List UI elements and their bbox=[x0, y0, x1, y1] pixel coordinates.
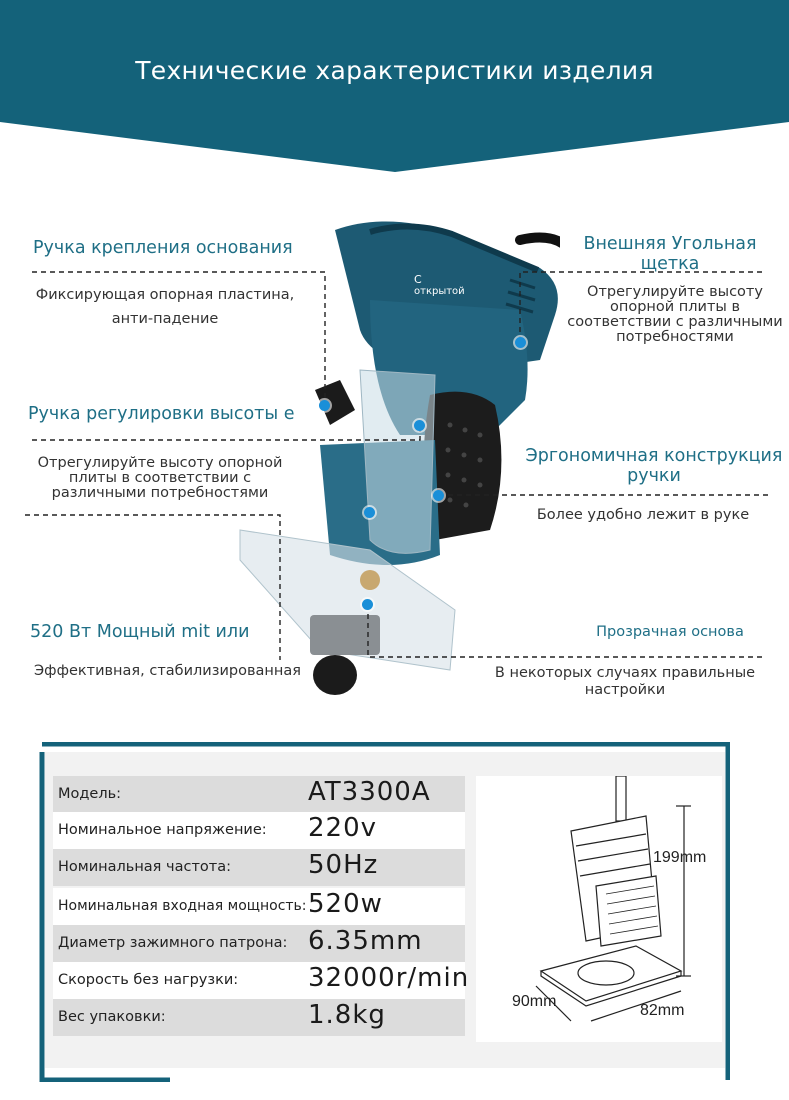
base-handle-desc-2: анти-падение bbox=[111, 311, 219, 327]
carbon-brush-title-2: щетка bbox=[640, 254, 700, 274]
carbon-brush-desc-4: потребностями bbox=[616, 329, 734, 345]
height-knob-desc-3: различными потребностями bbox=[51, 485, 269, 501]
dim-height: 199mm bbox=[653, 849, 707, 866]
carbon-brush-desc-2: опорной плиты в bbox=[609, 299, 741, 315]
spec-label: Диаметр зажимного патрона: bbox=[58, 935, 288, 951]
spec-value: 32000r/min bbox=[308, 963, 470, 993]
transparent-base-desc-1: В некоторых случаях правильные bbox=[494, 665, 756, 681]
carbon-brush-desc-3: соответствии с различными bbox=[567, 314, 783, 330]
power-desc: Эффективная, стабилизированная bbox=[34, 663, 301, 679]
ergonomic-title-1: Эргономичная конструкция bbox=[525, 446, 783, 466]
power-title: 520 Вт Мощный mit или bbox=[30, 622, 250, 642]
carbon-brush-title-1: Внешняя Угольная bbox=[583, 234, 757, 254]
spec-row-chuck bbox=[53, 925, 465, 962]
spec-value: 220v bbox=[308, 813, 378, 843]
height-knob-desc-2: плиты в соответствии с bbox=[68, 470, 252, 486]
spec-row-power bbox=[53, 888, 465, 925]
spec-value: 6.35mm bbox=[308, 926, 423, 956]
spec-label: Вес упаковки: bbox=[58, 1009, 166, 1025]
base-handle-desc-1: Фиксирующая опорная пластина, bbox=[35, 287, 295, 303]
callout-dot bbox=[364, 507, 375, 518]
callout-dot bbox=[515, 337, 526, 348]
height-knob-desc-1: Отрегулируйте высоту опорной bbox=[37, 455, 283, 471]
ergonomic-title-2: ручки bbox=[627, 466, 681, 486]
base-handle-title: Ручка крепления основания bbox=[33, 238, 293, 258]
spec-row-weight bbox=[53, 999, 465, 1036]
spec-value: AT3300A bbox=[308, 777, 431, 807]
open-label: С bbox=[414, 273, 422, 286]
dim-width: 82mm bbox=[640, 1002, 685, 1019]
ergonomic-desc: Более удобно лежит в руке bbox=[536, 507, 750, 523]
dim-depth: 90mm bbox=[512, 993, 557, 1010]
spec-label: Номинальная входная мощность: bbox=[58, 898, 307, 914]
spec-label: Скорость без нагрузки: bbox=[58, 972, 239, 988]
spec-value: 1.8kg bbox=[308, 1000, 386, 1030]
spec-label: Номинальная частота: bbox=[58, 859, 231, 875]
callout-dot bbox=[414, 420, 425, 431]
callout-dot bbox=[319, 400, 330, 411]
carbon-brush-desc-1: Отрегулируйте высоту bbox=[587, 284, 763, 300]
spec-label: Модель: bbox=[58, 786, 122, 802]
spec-row-speed bbox=[53, 962, 470, 999]
spec-row-frequency bbox=[53, 849, 465, 886]
spec-value: 520w bbox=[308, 889, 383, 919]
spec-row-voltage bbox=[53, 812, 465, 849]
open-label-2: открытой bbox=[414, 286, 465, 297]
height-knob-title: Ручка регулировки высоты е bbox=[28, 404, 295, 424]
spec-value: 50Hz bbox=[308, 850, 379, 880]
spec-label: Номинальное напряжение: bbox=[58, 822, 267, 838]
callout-dot bbox=[362, 599, 373, 610]
callout-dot bbox=[433, 490, 444, 501]
transparent-base-desc-2: настройки bbox=[584, 682, 666, 698]
spec-row-model bbox=[53, 776, 465, 813]
transparent-base-title: Прозрачная основа bbox=[596, 624, 744, 640]
page-title: Технические характеристики изделия bbox=[135, 56, 654, 85]
